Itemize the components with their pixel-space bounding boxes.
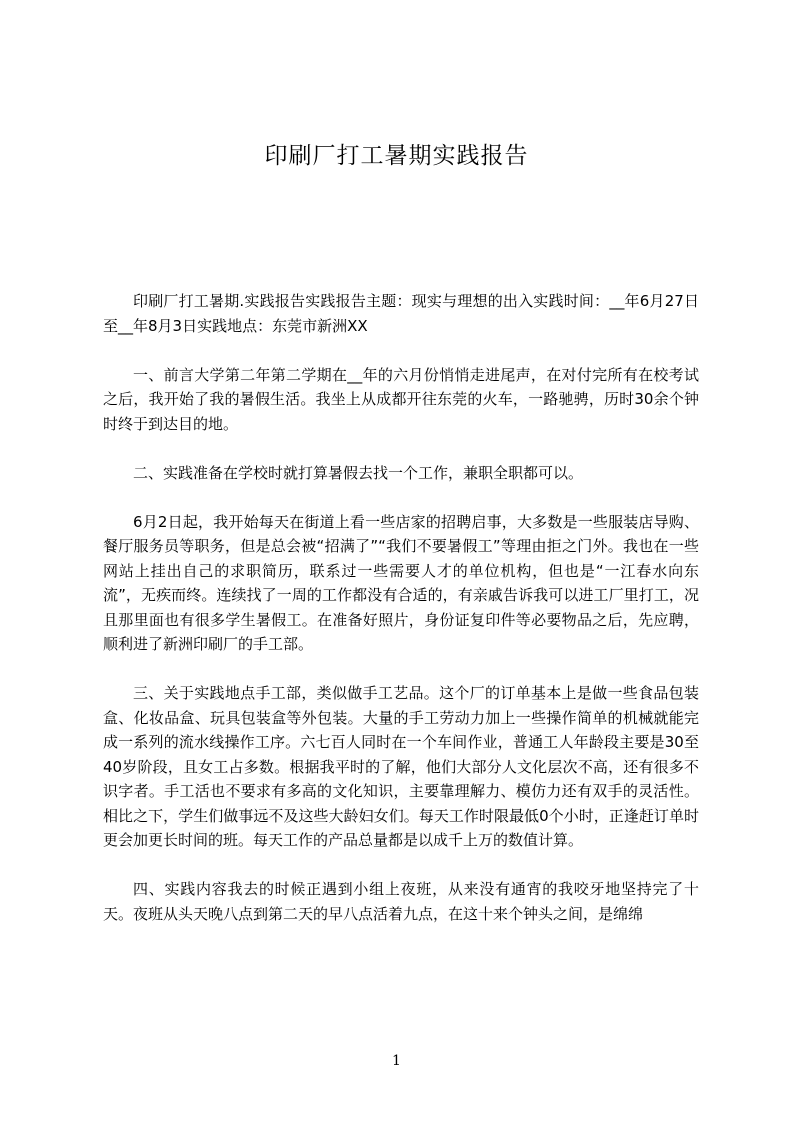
paragraph-content: 四、实践内容我去的时候正遇到小组上夜班，从来没有通宵的我咬牙地坚持完了十天。夜班从头天晚八点到第二天的早八点活着九点，在这十来个钟头之间，是绵绵 xyxy=(103,880,699,923)
paragraph-preface: 一、前言大学第二年第二学期在__年的六月份悄悄走进尾声，在对付完所有在校考试之后，我开始了我的暑假生活。我坐上从成都开往东莞的火车，一路驰骋，历时30余个钟时终于到达目的地。 xyxy=(103,365,699,433)
paragraph-workplace: 三、关于实践地点手工部，类似做手工艺品。这个厂的订单基本上是做一些食品包装盒、化妆品盒、玩具包装盒等外包装。大量的手工劳动力加上一些操作简单的机械就能完成一系列的流水线操作工序。六七百人同时在一个车间作业，普通工人年龄段主要是30至40岁阶段，且女工占多数。根据我平时的了解，他们大部分人文化层次不高，还有很多不识字者。手工活也不要求有多高的文化知识，主要靠理解力、模仿力还有双手的灵活性。相比之下，学生们做事远不及这些大龄妇女们。每天工作时限最低0个小时，正逢赶订单时更会加更长时间的班。每天工作的产品总量都是以成千上万的数值计算。 xyxy=(103,684,699,849)
page-number: 1 xyxy=(392,1053,401,1069)
document-title: 印刷厂打工暑期实践报告 xyxy=(264,143,529,169)
paragraph-intro: 印刷厂打工暑期.实践报告实践报告主题：现实与理想的出入实践时间：__年6月27日至__年8月3日实践地点：东莞市新洲XX xyxy=(103,292,699,335)
document-body xyxy=(103,289,699,951)
paragraph-preparation: 二、实践准备在学校时就打算暑假去找一个工作，兼职全职都可以。 xyxy=(133,463,584,482)
paragraph-job-search: 6月2日起，我开始每天在街道上看一些店家的招聘启事，大多数是一些服装店导购、餐厅服务员等职务，但是总会被“招满了”“我们不要暑假工”等理由拒之门外。我也在一些网站上挂出自己的求职简历，联系过一些需要人才的单位机构，但也是“一江春水向东流”，无疾而终。连续找了一周的工作都没有合适的，有亲戚告诉我可以进工厂里打工，况且那里面也有很多学生暑假工。在准备好照片，身份证复印件等必要物品之后，先应聘，顺利进了新洲印刷厂的手工部。 xyxy=(103,512,699,653)
